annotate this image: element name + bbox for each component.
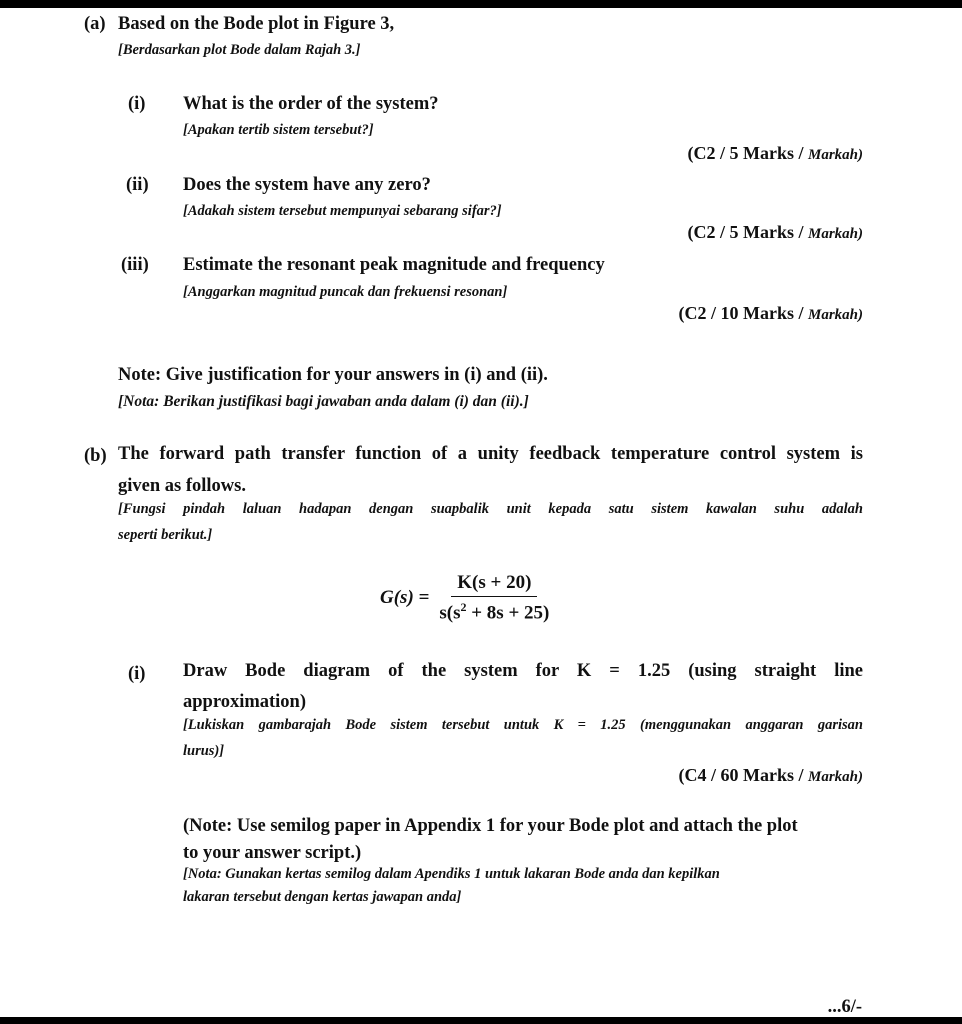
part-a-intro-en: Based on the Bode plot in Figure 3, [118, 14, 395, 34]
part-b-intro-ms-line2: seperti berikut.] [118, 527, 213, 543]
part-b-intro-en-line1: The forward path transfer function of a unity feedback temperature control system is [118, 444, 863, 464]
question-a-i-en: What is the order of the system? [183, 94, 439, 114]
question-b-i-en-line2: approximation) [183, 692, 307, 712]
part-a-label: (a) [84, 14, 106, 34]
part-b-note-en-line1: (Note: Use semilog paper in Appendix 1 for your Bode plot and attach the plot [183, 816, 798, 836]
top-border [0, 0, 962, 8]
question-b-i-en-line1: Draw Bode diagram of the system for K = 1.25 (using straight line [183, 661, 863, 681]
question-a-ii-marks: (C2 / 5 Marks / Markah) [687, 222, 863, 242]
question-a-i-marks: (C2 / 5 Marks / Markah) [687, 143, 863, 163]
question-a-ii-en: Does the system have any zero? [183, 175, 431, 195]
part-a-note-ms: [Nota: Berikan justifikasi bagi jawaban anda dalam (i) dan (ii).] [118, 393, 529, 410]
part-b-label: (b) [84, 446, 107, 466]
equation-fraction [435, 572, 553, 624]
question-b-i-number: (i) [128, 664, 146, 684]
question-a-iii-en: Estimate the resonant peak magnitude and frequency [183, 255, 605, 275]
bottom-border [0, 1017, 962, 1024]
question-a-iii-ms: [Anggarkan magnitud puncak dan frekuensi resonan] [183, 284, 508, 300]
question-b-i-marks: (C4 / 60 Marks / Markah) [678, 765, 863, 785]
equation-numerator: K(s + 20) [451, 572, 537, 597]
part-b-intro-en-line2: given as follows. [118, 476, 246, 496]
part-a-note-en: Note: Give justification for your answers in (i) and (ii). [118, 365, 548, 385]
part-b-note-ms-line2: lakaran tersebut dengan kertas jawapan anda] [183, 889, 462, 905]
part-a-intro-ms: [Berdasarkan plot Bode dalam Rajah 3.] [118, 42, 361, 58]
question-a-i-number: (i) [128, 94, 146, 114]
question-a-i-ms: [Apakan tertib sistem tersebut?] [183, 122, 374, 138]
question-b-i-ms-line1: [Lukiskan gambarajah Bode sistem tersebut untuk K = 1.25 (menggunakan anggaran garisan [183, 717, 863, 733]
question-a-iii-marks: (C2 / 10 Marks / Markah) [678, 303, 863, 323]
part-b-note-ms-line1: [Nota: Gunakan kertas semilog dalam Apendiks 1 untuk lakaran Bode anda dan kepilkan [183, 866, 720, 882]
question-a-ii-ms: [Adakah sistem tersebut mempunyai sebarang sifar?] [183, 203, 502, 219]
question-b-i-ms-line2: lurus)] [183, 743, 225, 759]
part-b-note-en-line2: to your answer script.) [183, 843, 362, 863]
part-b-intro-ms-line1: [Fungsi pindah laluan hadapan dengan suapbalik unit kepada satu sistem kawalan suhu adalah [118, 501, 863, 517]
question-a-iii-number: (iii) [121, 255, 149, 275]
equation-denominator: $s(s^2 + 8s + 25)$ [439, 600, 550, 624]
page-continuation: ...6/- [827, 997, 862, 1017]
transfer-function-equation [380, 572, 553, 624]
equation-lhs: G(s) = [380, 587, 430, 609]
question-a-ii-number: (ii) [126, 175, 149, 195]
